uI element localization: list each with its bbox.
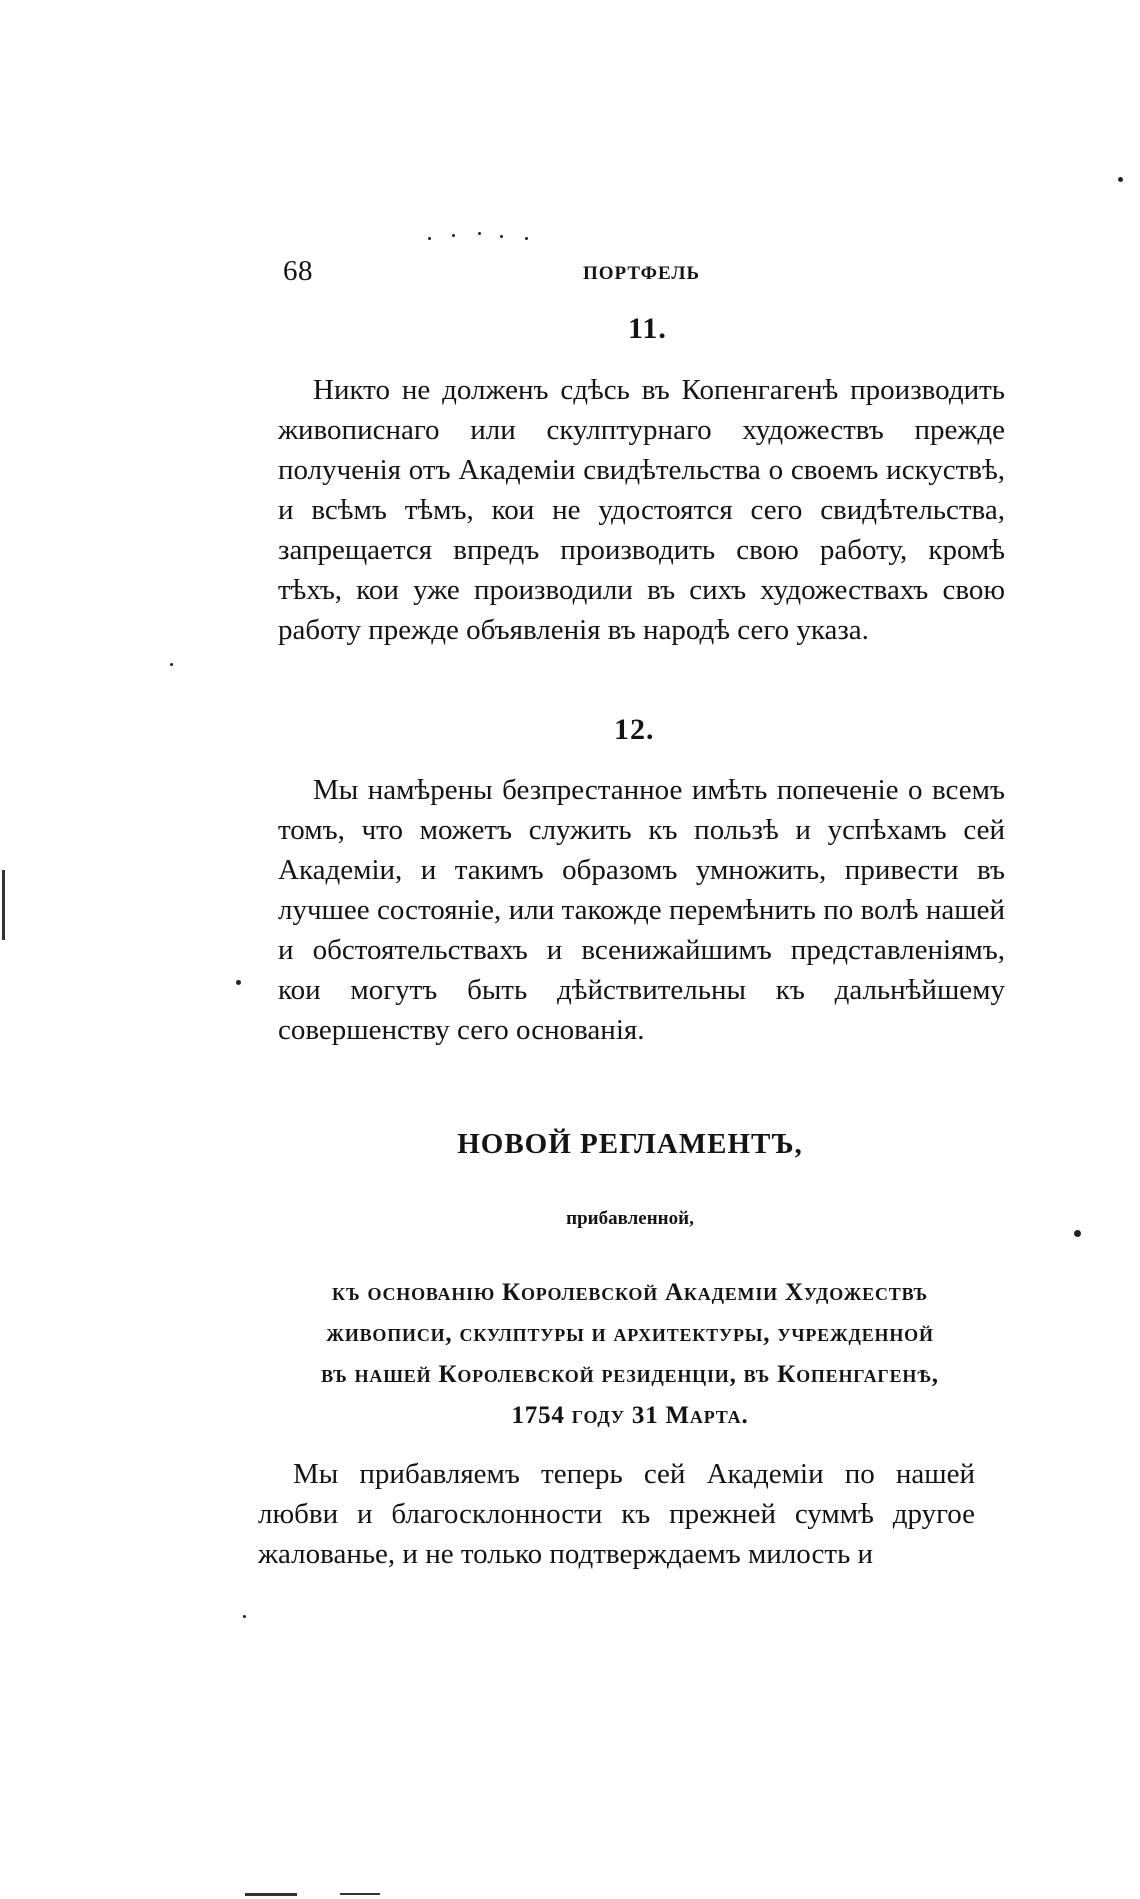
- scan-speck: [243, 1615, 246, 1618]
- decree-title-line: въ нашей Королевской резиденціи, въ Копенгагенѣ,: [321, 1361, 939, 1388]
- scan-speck: [236, 980, 241, 985]
- running-title: ПОРТФЕЛЬ: [583, 263, 701, 284]
- regulation-heading: НОВОЙ РЕГЛАМЕНТЪ,: [457, 1128, 803, 1160]
- scan-speck: [500, 235, 503, 238]
- scan-speck: [1074, 1230, 1081, 1237]
- page-header: [283, 255, 1005, 295]
- section-12-paragraph: Мы намѣрены безпрестанное имѣть попеченіе о всемъ томъ, что можетъ служить къ пользѣ и успѣхамъ сей Академіи, и такимъ образомъ умножить, привести въ лучшее состояніе, или такожде перемѣнить по волѣ нашей и обстоятельствахъ и всенижайшимъ представленіямъ, кои могутъ быть дѣйствительны къ дальнѣйшему совершенству сего основанія.: [278, 774, 1005, 1046]
- section-number-label: 11.: [628, 312, 667, 345]
- scan-speck: [525, 237, 528, 240]
- regulation-paragraph: Мы прибавляемъ теперь сей Академіи по нашей любви и благосклонности къ прежней суммѣ другое жалованье, и не только подтверждаемъ милость и: [258, 1458, 975, 1570]
- margin-mark: [2, 870, 5, 940]
- scan-speck: [1118, 177, 1123, 182]
- decree-title: [250, 1272, 1010, 1436]
- page-number: 68: [283, 255, 313, 287]
- scan-speck: [452, 234, 455, 237]
- section-number-12: [0, 713, 1140, 747]
- section-11-paragraph: Никто не долженъ сдѣсь въ Копенгагенѣ производить живописнаго или скулптурнаго художествъ прежде полученія отъ Академіи свидѣтельства о своемъ искуствѣ, и всѣмъ тѣмъ, кои не удостоятся сего свидѣтельства, запрещается впредъ производить свою работу, кромѣ тѣхъ, кои уже производили въ сихъ художествахъ свою работу прежде объявленія въ народѣ сего указа.: [278, 374, 1005, 646]
- scan-speck: [478, 232, 481, 235]
- decree-title-line: 1754 году 31 Марта.: [511, 1402, 749, 1429]
- decree-title-line: живописи, скулптуры и архитектуры, учрежденной: [326, 1320, 934, 1347]
- section-number-label: 12.: [614, 713, 655, 746]
- bottom-rule: [245, 1893, 297, 1896]
- section-number-11: [0, 312, 1140, 346]
- decree-title-line: къ основанію Королевской Академіи Художествъ: [331, 1279, 929, 1306]
- scan-speck: [428, 237, 431, 240]
- scan-speck: [170, 663, 173, 666]
- regulation-subheading: прибавленной,: [566, 1208, 694, 1229]
- bottom-rule: [340, 1893, 380, 1895]
